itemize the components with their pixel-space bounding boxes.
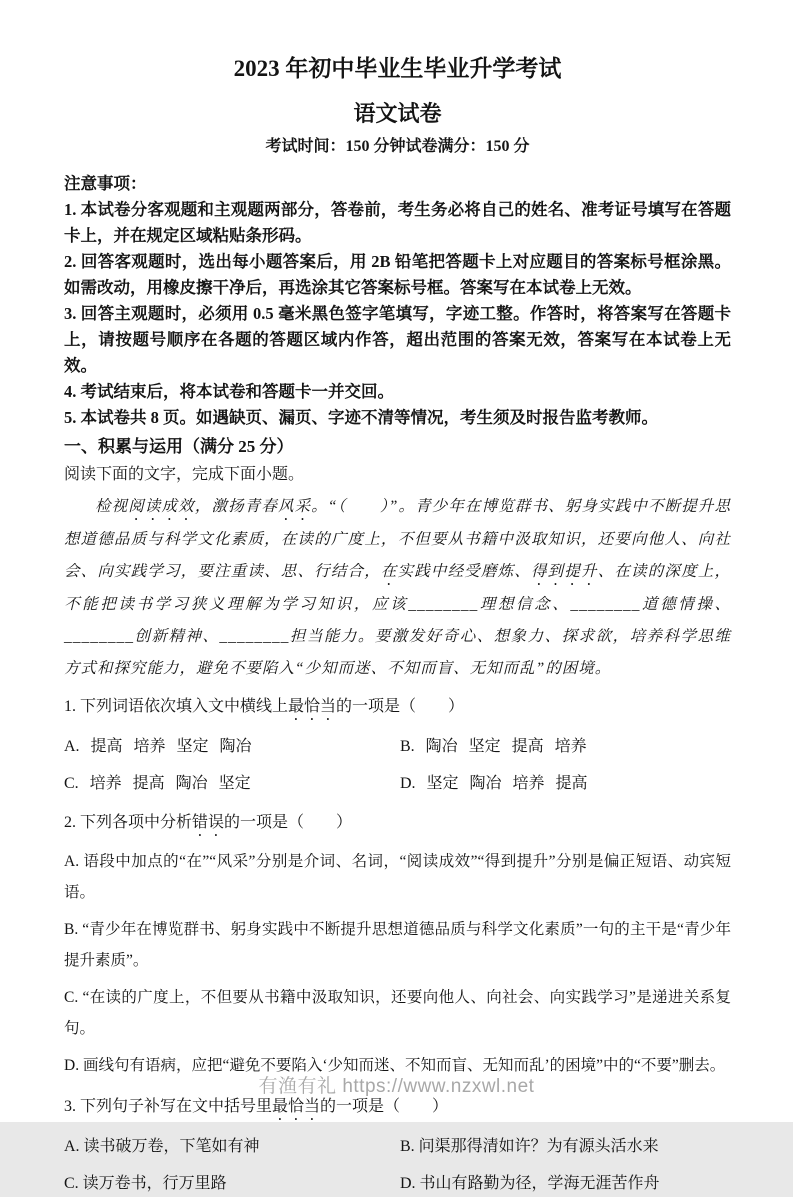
text-segment: 的一项是（ ）	[320, 1098, 449, 1115]
question-3-option-d: D. 书山有路勤为径，学海无涯苦作舟	[400, 1175, 660, 1192]
emphasized-text-segment: 错误	[192, 814, 225, 831]
notice-item-2: 2. 回答客观题时，选出每小题答案后，用 2B 铅笔把答题卡上对应题目的答案标号框涂黑。如需改动，用橡皮擦干净后，再选涂其它答案标号框。答案写在本试卷上无效。	[64, 252, 731, 297]
text-segment: 。“（ ）”。青少年在博览群书、躬身实践中不断提升思想道德品质与科学文化素质，在读的广度上，不但要从书籍中汲取知识，还要向他人、向社会、向实践学习，要注重读、思、行结合，	[64, 498, 731, 580]
emphasized-text-segment: 最恰当	[272, 1098, 321, 1115]
question-3-option-c: C. 读万卷书，行万里路	[64, 1175, 227, 1192]
text-segment: 的一项是（ ）	[336, 698, 465, 715]
question-1-stem	[64, 694, 731, 724]
footer-watermark: 有渔有礼 https://www.nzxwl.net	[258, 1076, 535, 1097]
emphasized-text-segment: 在	[380, 563, 398, 580]
text-segment: 1. 下列词语依次填入文中横线上	[64, 698, 289, 715]
question-1-option-d: D. 坚定 陶冶 培养 提高	[400, 775, 588, 792]
notice-item-4: 4. 考试结束后，将本试卷和答题卡一并交回。	[64, 382, 394, 401]
notice-item-1: 1. 本试卷分客观题和主观题两部分，答卷前，考生务必将自己的姓名、准考证号填写在答题卡上，并在规定区域粘贴条形码。	[64, 200, 731, 245]
text-segment: 的一项是（ ）	[224, 814, 353, 831]
question-2-options	[64, 846, 731, 1081]
question-2-option-a: A. 语段中加点的“在”“风采”分别是介词、名词，“阅读成效”“得到提升”分别是偏正短语、动宾短语。	[64, 853, 731, 901]
question-2-option-c: C. “在读的广度上，不但要从书籍中汲取知识，还要向他人、向社会、向实践学习”是递进关系复句。	[64, 989, 731, 1037]
question-3-option-b: B. 问渠那得清如许？为有源头活水来	[400, 1138, 659, 1155]
question-2-option-b: B. “青少年在博览群书、躬身实践中不断提升思想道德品质与科学文化素质”一句的主干是“青少年提升素质”。	[64, 921, 731, 969]
emphasized-text-segment: 阅读成效	[128, 498, 195, 515]
passage-intro: 阅读下面的文字，完成下面小题。	[64, 466, 305, 483]
exam-info: 考试时间：150 分钟试卷满分：150 分	[265, 138, 530, 155]
emphasized-text-segment: 最恰当	[288, 698, 337, 715]
question-1-option-b: B. 陶冶 坚定 提高 培养	[400, 738, 587, 755]
question-2-option-d: D. 画线句有语病，应把“避免不要陷入‘少知而迷、不知而盲、无知而乱’的困境”中的“不要”删去。	[64, 1057, 726, 1074]
question-3-options	[64, 1134, 731, 1197]
text-segment: 3. 下列句子补写在文中括号里	[64, 1098, 273, 1115]
section-heading: 一、积累与运用（满分 25 分）	[64, 437, 294, 456]
page-subtitle: 语文试卷	[353, 101, 442, 126]
text-segment: 实践中经受磨炼、	[397, 563, 531, 580]
emphasized-text-segment: 得到提升	[530, 563, 598, 580]
notices-heading: 注意事项：	[64, 174, 147, 193]
question-3-option-a: A. 读书破万卷，下笔如有神	[64, 1138, 260, 1155]
reading-passage	[64, 491, 731, 685]
text-segment: ，激扬青春	[194, 498, 278, 515]
text-segment: 、在读的深度上，不能把读书学习狭义理解为学习知识，应该________理想信念、________道德情操、________创新精神、________担当能力。要激发好奇心、想象力、探求欲，培养科学思维方式和探究能力，避免不要陷入“少知而迷、不知而盲、无知而乱”的困境。	[64, 563, 731, 677]
notice-item-5: 5. 本试卷共 8 页。如遇缺页、漏页、字迹不清等情况，考生须及时报告监考教师。	[64, 408, 658, 427]
question-1-options	[64, 734, 731, 797]
question-2-stem	[64, 810, 731, 840]
text-segment: 2. 下列各项中分析	[64, 814, 193, 831]
question-3-stem	[64, 1094, 731, 1124]
text-segment: 检视	[95, 498, 129, 515]
question-1-option-a: A. 提高 培养 坚定 陶冶	[64, 738, 252, 755]
notice-item-3: 3. 回答主观题时，必须用 0.5 毫米黑色签字笔填写，字迹工整。作答时，将答案写在答题卡上，请按题号顺序在各题的答题区域内作答，超出范围的答案无效，答案写在本试卷上无效。	[64, 304, 731, 375]
page-title: 2023 年初中毕业生毕业升学考试	[233, 56, 562, 81]
emphasized-text-segment: 风采	[278, 498, 312, 515]
question-1-option-c: C. 培养 提高 陶冶 坚定	[64, 775, 251, 792]
notices-section	[64, 171, 731, 431]
